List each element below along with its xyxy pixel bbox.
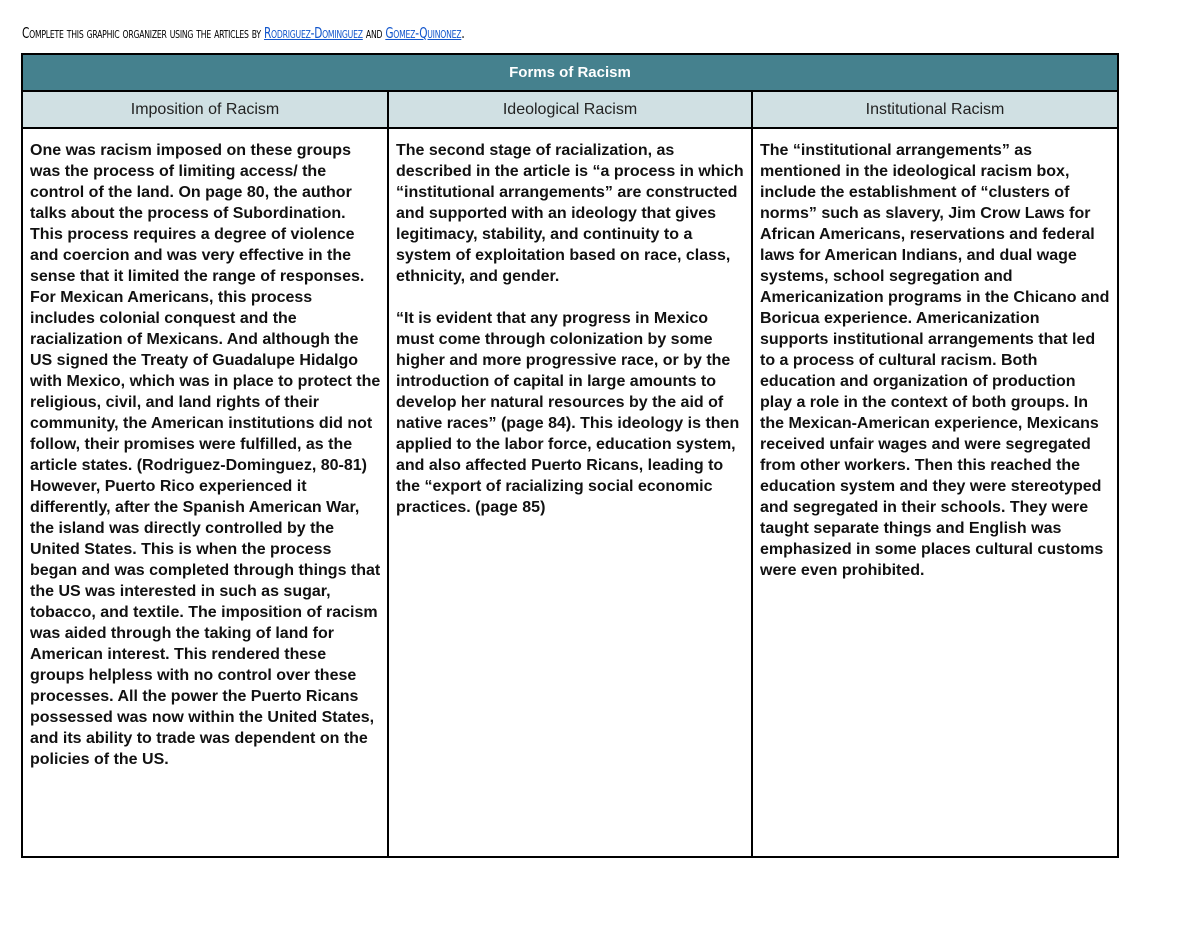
table-row: [22, 128, 1118, 857]
table-header-row: [22, 91, 1118, 128]
cell-institutional-racism[interactable]: [752, 128, 1118, 857]
link-rodriguez-dominguez[interactable]: Rodriguez-Dominguez: [263, 24, 363, 42]
instructions-middle: and: [362, 24, 386, 42]
cell-imposition-text: One was racism imposed on these groups was the process of limiting access/ the control of the land. On page 80, the author talks about the process of Subordination. This process requires a degree of violence and coercion and was very effective in the sense that it limited the range of responses. For Mexican Americans, this process includes colonial conquest and the racialization of Mexicans. And although the US signed the Treaty of Guadalupe Hidalgo with Mexico, which was in place to protect the religious, civil, and land rights of their community, the American institutions did not follow, their promises were fulfilled, as the article states. (Rodriguez-Dominguez, 80-81) However, Puerto Rico experienced it differently, after the Spanish American War, the island was directly controlled by the United States. This is when the process began and was completed through things that the US was interested in such as sugar, tobacco, and textile. The imposition of racism was aided through the taking of land for American interest. This rendered these groups helpless with no control over these processes. All the power the Puerto Ricans possessed was now within the United States, and its ability to trade was dependent on the policies of the US.: [30, 142, 381, 768]
table-title-row: [22, 54, 1118, 91]
graphic-organizer-table: [21, 53, 1119, 858]
cell-institutional-text: The “institutional arrangements” as mentioned in the ideological racism box, include the establishment of “clusters of norms” such as slavery, Jim Crow Laws for African Americans, reservations and federal laws for American Indians, and dual wage systems, school segregation and Americanization programs in the Chicano and Boricua experience. Americanization supports institutional arrangements that led to a process of cultural racism. Both education and organization of production play a role in the context of both groups. In the Mexican-American experience, Mexicans received unfair wages and were segregated from other workers. Then this reached the education system and they were stereotyped and segregated in their schools. They were taught separate things and English was emphasized in some places cultural customs were even prohibited.: [760, 142, 1114, 579]
cell-ideological-racism[interactable]: [388, 128, 752, 857]
cell-ideological-text: The second stage of racialization, as described in the article is “a process in which “institutional arrangements” are constructed and supported with an ideology that gives legitimacy, stability, and continuity to a system of exploitation based on race, class, ethnicity, and gender. “It is evident that any progress in Mexico must come through colonization by some higher and more progressive race, or by the introduction of capital in large amounts to develop her natural resources by the aid of native races” (page 84). This ideology is then applied to the labor force, education system, and also affected Puerto Ricans, leading to the “export of racializing social economic practices. (page 85): [396, 142, 744, 516]
link-gomez-quinonez[interactable]: Gomez-Quinonez: [385, 24, 462, 42]
header-imposition-of-racism: Imposition of Racism: [22, 91, 388, 128]
instructions-prefix: Complete this graphic organizer using the articles by: [22, 24, 264, 42]
instructions-suffix: .: [461, 24, 465, 42]
header-ideological-racism: Ideological Racism: [388, 91, 752, 128]
header-institutional-racism: Institutional Racism: [752, 91, 1118, 128]
table-title: Forms of Racism: [22, 54, 1118, 91]
cell-imposition-of-racism[interactable]: [22, 128, 388, 857]
instructions-line: [22, 24, 464, 42]
